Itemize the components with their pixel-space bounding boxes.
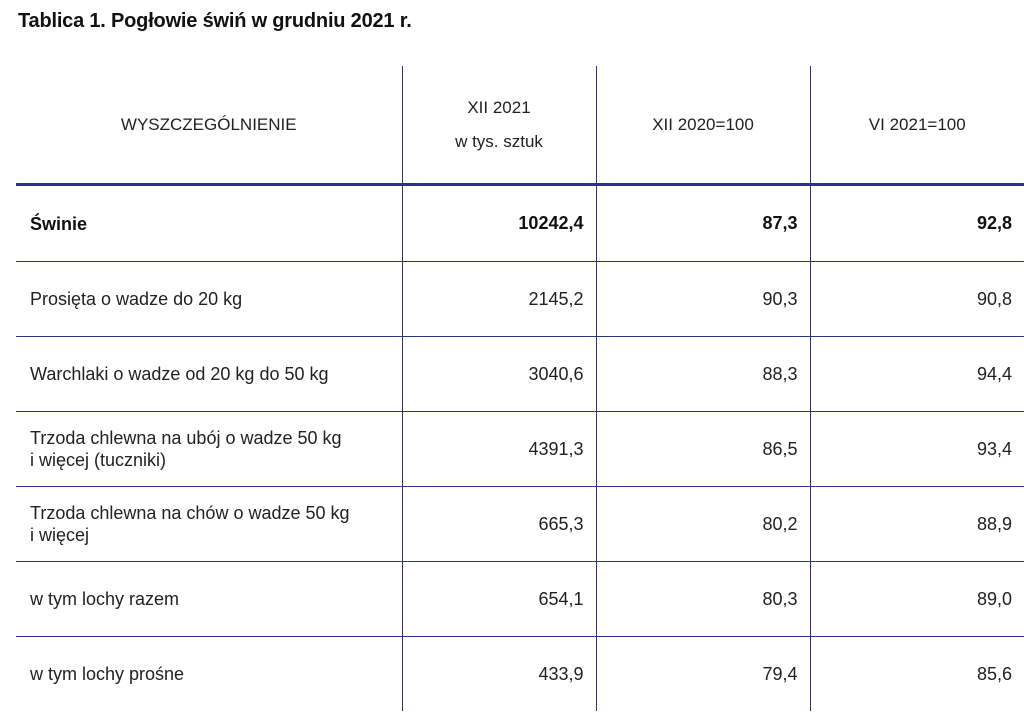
table-row [16, 487, 1024, 562]
table-title: Tablica 1. Pogłowie świń w grudniu 2021 r. [18, 10, 412, 32]
header-dec-2021-year: XII 2021 [467, 97, 531, 117]
cell-jun-2021-index: 89,0 [810, 562, 1024, 637]
row-label-line1: Trzoda chlewna na ubój o wadze 50 kg [30, 428, 342, 448]
cell-jun-2021-index: 88,9 [810, 487, 1024, 562]
header-dec-2020-index: XII 2020=100 [596, 66, 810, 185]
row-label [16, 185, 402, 262]
row-label-line1: Świnie [30, 213, 88, 234]
cell-jun-2021-index: 90,8 [810, 262, 1024, 337]
cell-dec-2021: 665,3 [402, 487, 596, 562]
cell-dec-2020-index: 80,3 [596, 562, 810, 637]
row-label-line1: w tym lochy prośne [30, 664, 185, 684]
table-row [16, 262, 1024, 337]
header-dec-2021 [402, 66, 596, 185]
cell-dec-2021: 4391,3 [402, 412, 596, 487]
table-row [16, 562, 1024, 637]
cell-dec-2021: 654,1 [402, 562, 596, 637]
cell-dec-2020-index: 86,5 [596, 412, 810, 487]
header-row [16, 66, 1024, 185]
row-label-line2: i więcej (tuczniki) [30, 450, 167, 470]
table-row [16, 337, 1024, 412]
row-label [16, 262, 402, 337]
cell-dec-2021: 10242,4 [402, 185, 596, 262]
row-label-line1: Trzoda chlewna na chów o wadze 50 kg [30, 503, 350, 523]
row-label-line1: Warchlaki o wadze od 20 kg do 50 kg [30, 364, 329, 384]
cell-dec-2020-index: 79,4 [596, 637, 810, 712]
row-label [16, 412, 402, 487]
table-row [16, 412, 1024, 487]
table-row [16, 637, 1024, 712]
row-label [16, 337, 402, 412]
row-label [16, 487, 402, 562]
row-label-line2: i więcej [30, 525, 90, 545]
header-dec-2021-unit: w tys. sztuk [455, 131, 543, 151]
cell-dec-2020-index: 80,2 [596, 487, 810, 562]
row-label-line1: w tym lochy razem [30, 589, 180, 609]
cell-jun-2021-index: 93,4 [810, 412, 1024, 487]
cell-dec-2020-index: 87,3 [596, 185, 810, 262]
row-label-line1: Prosięta o wadze do 20 kg [30, 289, 243, 309]
row-label [16, 637, 402, 712]
cell-dec-2021: 2145,2 [402, 262, 596, 337]
cell-dec-2021: 433,9 [402, 637, 596, 712]
header-specification: WYSZCZEGÓLNIENIE [16, 66, 402, 185]
cell-dec-2021: 3040,6 [402, 337, 596, 412]
cell-jun-2021-index: 92,8 [810, 185, 1024, 262]
table-row [16, 185, 1024, 262]
pig-stock-table [16, 66, 1024, 711]
row-label [16, 562, 402, 637]
cell-jun-2021-index: 94,4 [810, 337, 1024, 412]
cell-dec-2020-index: 88,3 [596, 337, 810, 412]
cell-dec-2020-index: 90,3 [596, 262, 810, 337]
cell-jun-2021-index: 85,6 [810, 637, 1024, 712]
header-jun-2021-index: VI 2021=100 [810, 66, 1024, 185]
